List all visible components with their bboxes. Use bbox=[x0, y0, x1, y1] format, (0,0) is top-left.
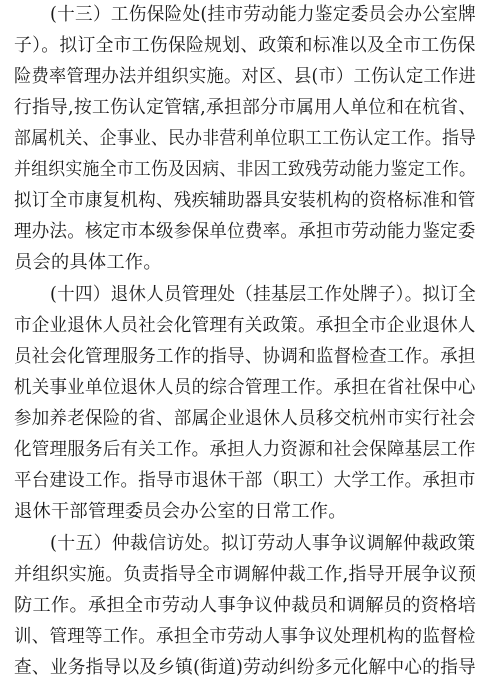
paragraph-13-heading-line: (十三）工伤保险处(挂市劳动能力鉴定委员会办公室牌 bbox=[50, 4, 477, 25]
text-line: 退休干部管理委员会办公室的日常工作。 bbox=[14, 501, 347, 522]
text-line: 平台建设工作。指导市退休干部（职工）大学工作。承担市 bbox=[14, 470, 476, 491]
text-line: 查、业务指导以及乡镇(街道)劳动纠纷多元化解中心的指导 bbox=[14, 657, 477, 678]
text-line: 并组织实施全市工伤及因病、非因工致残劳动能力鉴定工作。 bbox=[14, 159, 477, 180]
text-line: 理办法。核定市本级参保单位费率。承担市劳动能力鉴定委 bbox=[14, 221, 476, 242]
paragraph-14-heading-line: (十四）退休人员管理处（挂基层工作处牌子）。拟订全 bbox=[50, 284, 476, 305]
text-line: 险费率管理办法并组织实施。对区、县(市）工伤认定工作进 bbox=[14, 66, 477, 87]
text-line: 化管理服务后有关工作。承担人力资源和社会保障基层工作 bbox=[14, 439, 476, 460]
text-line: 市企业退休人员社会化管理有关政策。承担全市企业退休人 bbox=[14, 315, 476, 336]
paragraph-15-heading-line: (十五）仲裁信访处。拟订劳动人事争议调解仲裁政策 bbox=[50, 533, 476, 554]
text-line: 防工作。承担全市劳动人事争议仲裁员和调解员的资格培 bbox=[14, 595, 477, 616]
text-line: 并组织实施。负责指导全市调解仲裁工作,指导开展争议预 bbox=[14, 564, 477, 585]
text-line: 部属机关、企事业、民办非营利单位职工工伤认定工作。指导 bbox=[14, 128, 477, 149]
text-line: 拟订全市康复机构、残疾辅助器具安装机构的资格标准和管 bbox=[14, 190, 476, 211]
text-line: 训、管理等工作。承担全市劳动人事争议处理机构的监督检 bbox=[14, 626, 476, 647]
text-line: 行指导,按工伤认定管辖,承担部分市属用人单位和在杭省、 bbox=[14, 97, 477, 118]
text-line: 机关事业单位退休人员的综合管理工作。承担在省社保中心 bbox=[14, 377, 476, 398]
text-line: 员社会化管理服务工作的指导、协调和监督检查工作。承担 bbox=[14, 346, 476, 367]
text-line: 子）。拟订全市工伤保险规划、政策和标准以及全市工伤保 bbox=[14, 35, 476, 56]
text-line: 员会的具体工作。 bbox=[14, 252, 162, 273]
text-line: 参加养老保险的省、部属企业退休人员移交杭州市实行社会 bbox=[14, 408, 476, 429]
